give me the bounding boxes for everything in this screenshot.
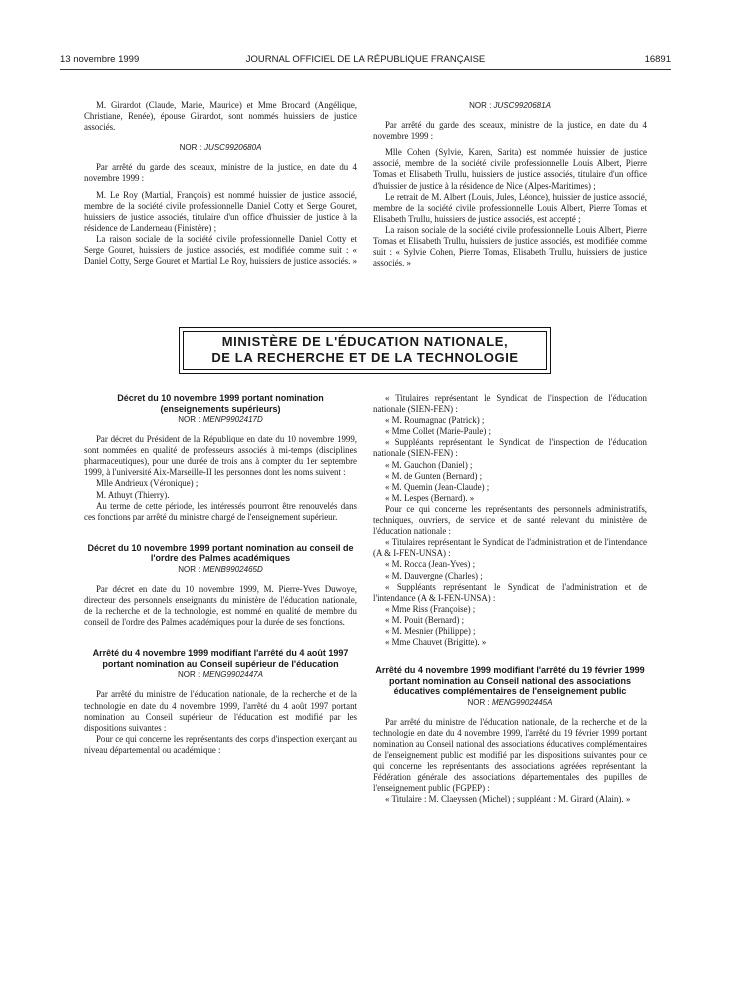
paragraph: « Suppléants représentant le Syndicat de l'administration et de l'intendance (A & I-FEN-UNSA) : <box>373 581 647 603</box>
ministry-heading <box>183 331 547 370</box>
paragraph: Le retrait de M. Albert (Louis, Jules, Léonce), huissier de justice associé, membre de la société civile professionnelle Louis Albert, Pierre Tomas et Elisabeth Trullu, huissiers de justice associés, est accepté ; <box>373 191 647 224</box>
name-line: « M. Dauvergne (Charles) ; <box>385 570 483 581</box>
nor-reference: NOR : JUSC9920681A <box>469 101 551 110</box>
name-line: Mlle Andrieux (Véronique) ; <box>96 478 199 489</box>
paragraph: Par arrêté du ministre de l'éducation nationale, de la recherche et de la technologie en date du 4 novembre 1999, l'arrêté du 19 février 1999 portant nomination au Conseil national des associations éducatives complémentaires de l'enseignement public est modifié par les dispositions suivantes pour ce qui concerne les représentants des associations agréées représentant la Fédération générale des associations départementales des pupilles de l'enseignement public (FGPEP) : <box>373 716 647 794</box>
header-rule <box>60 69 671 70</box>
name-line: « M. Pouit (Bernard) ; <box>385 614 465 625</box>
paragraph: Par décret du Président de la République en date du 10 novembre 1999, sont nommées en qualité de professeurs associés à mi-temps (disciplines pharmaceutiques), pour une durée de trois ans à compter du 1er septembre 1999, à l'université Aix-Marseille-II les personnes dont les noms suivent : <box>84 434 357 478</box>
name-line: « Mme Chauvet (Brigitte). » <box>385 637 487 648</box>
paragraph: « Titulaires représentant le Syndicat de l'administration et de l'intendance (A & I-FEN-UNSA) : <box>373 537 647 559</box>
bottom-left-column <box>84 393 357 756</box>
paragraph: Par arrêté du ministre de l'éducation nationale, de la recherche et de la technologie en date du 4 novembre 1999, l'arrêté du 4 août 1997 portant nomination au Conseil supérieur de l'éducation est modifié par les dispositions suivantes : <box>84 689 357 733</box>
paragraph: Par arrêté du garde des sceaux, ministre de la justice, en date du 4 novembre 1999 : <box>373 120 647 142</box>
paragraph: Mlle Cohen (Sylvie, Karen, Sarita) est nommée huissier de justice associé, membre de la société civile professionnelle Louis Albert, Pierre Tomas et Elisabeth Trullu, huissiers de justice associés, titulaire d'un office d'huissier de justice à la résidence de Nice (Alpes-Maritimes) ; <box>373 147 647 191</box>
paragraph: La raison sociale de la société civile professionnelle Daniel Cotty et Serge Gouret, huissiers de justice associés, est modifiée comme suit : « Daniel Cotty, Serge Gouret et Martial Le Roy, huissiers de justice associés. » <box>84 233 358 267</box>
paragraph: « Titulaires représentant le Syndicat de l'inspection de l'éducation nationale (SIEN-FEN) : <box>373 393 647 415</box>
decree-title: Arrêté du 4 novembre 1999 modifiant l'arrêté du 4 août 1997 portant nomination au Conseil supérieur de l'éducation <box>92 648 349 669</box>
paragraph: M. Le Roy (Martial, François) est nommé huissier de justice associé, membre de la société civile professionnelle Daniel Cotty et Serge Gouret, huissiers de justice associés, titulaire d'un office d'huissier de justice à la résidence de Landerneau (Finistère) ; <box>84 189 357 233</box>
decree-title: Décret du 10 novembre 1999 portant nomination (enseignements supérieurs) <box>117 393 324 414</box>
page-number: 16891 <box>644 54 671 65</box>
nor-reference: NOR : MENG9902447A <box>178 670 263 680</box>
paragraph: Au terme de cette période, les intéressés pourront être renouvelés dans ces fonctions par arrêté du ministre chargé de l'enseignement supérieur. <box>84 500 357 522</box>
paragraph: Par décret en date du 10 novembre 1999, M. Pierre-Yves Duwoye, directeur des personnels enseignants du ministère de l'éducation nationale, de la recherche et de la technologie, est nommé en qualité de membre du conseil de l'ordre des Palmes académiques pour la durée de ses fonctions. <box>84 583 357 628</box>
name-line: « M. Mesnier (Philippe) ; <box>385 625 476 636</box>
name-line: « M. Gauchon (Daniel) ; <box>385 459 473 470</box>
nor-reference: NOR : MENG9902445A <box>467 697 553 707</box>
name-line: « Mme Riss (Françoise) ; <box>385 603 476 614</box>
paragraph: La raison sociale de la société civile professionnelle Louis Albert, Pierre Tomas et Elisabeth Trullu, huissiers de justice associés, est modifiée comme suit : « Sylvie Cohen, Pierre Tomas, Elisabeth Trullu, huissiers de justice associés. » <box>373 224 647 269</box>
name-line: « M. Rocca (Jean-Yves) ; <box>385 559 476 570</box>
paragraph: « Titulaire : M. Claeyssen (Michel) ; suppléant : M. Girard (Alain). » <box>385 794 631 805</box>
paragraph: Pour ce qui concerne les représentants des personnels administratifs, techniques, ouvriers, de service et de santé relevant du ministère de l'éducation nationale : <box>373 503 647 537</box>
issue-date: 13 novembre 1999 <box>60 54 140 65</box>
top-right-column <box>373 100 647 269</box>
name-line: « Mme Collet (Marie-Paule) ; <box>385 426 491 437</box>
name-line: « M. de Gunten (Bernard) ; <box>385 470 483 481</box>
decree-title: Décret du 10 novembre 1999 portant nomination au conseil de l'ordre des Palmes académiques <box>87 542 354 564</box>
decree-title: Arrêté du 4 novembre 1999 modifiant l'arrêté du 19 février 1999 portant nomination au Conseil national des associations éducatives complémentaires de l'enseignement public <box>375 665 645 697</box>
paragraph: Par arrêté du garde des sceaux, ministre de la justice, en date du 4 novembre 1999 : <box>84 162 357 184</box>
page-header <box>60 54 671 68</box>
name-line: « M. Lespes (Bernard). » <box>385 492 475 503</box>
bottom-right-column <box>373 393 647 806</box>
paragraph: Pour ce qui concerne les représentants des corps d'inspection exerçant au niveau départemental ou académique : <box>84 733 357 755</box>
paragraph: M. Girardot (Claude, Marie, Maurice) et Mme Brocard (Angélique, Christiane, Renée), épouse Girardot, sont nommés huissiers de justice associés. <box>84 100 357 133</box>
nor-reference: NOR : JUSC9920680A <box>179 143 262 153</box>
top-left-column <box>84 100 357 267</box>
ministry-line-2: DE LA RECHERCHE ET DE LA TECHNOLOGIE <box>211 350 519 365</box>
nor-reference: NOR : MENP9902417D <box>178 415 263 424</box>
name-line: « M. Roumagnac (Patrick) ; <box>385 415 485 426</box>
nor-reference: NOR : MENB9902465D <box>178 564 263 574</box>
ministry-heading-box <box>179 327 551 374</box>
name-line: M. Athuyt (Thierry). <box>96 489 170 500</box>
name-line: « M. Quemin (Jean-Claude) ; <box>385 481 490 492</box>
journal-title: JOURNAL OFFICIEL DE LA RÉPUBLIQUE FRANÇAISE <box>245 54 486 65</box>
ministry-line-1: MINISTÈRE DE L'ÉDUCATION NATIONALE, <box>221 334 509 349</box>
paragraph: « Suppléants représentant le Syndicat de l'inspection de l'éducation nationale (SIEN-FEN) : <box>373 437 647 459</box>
